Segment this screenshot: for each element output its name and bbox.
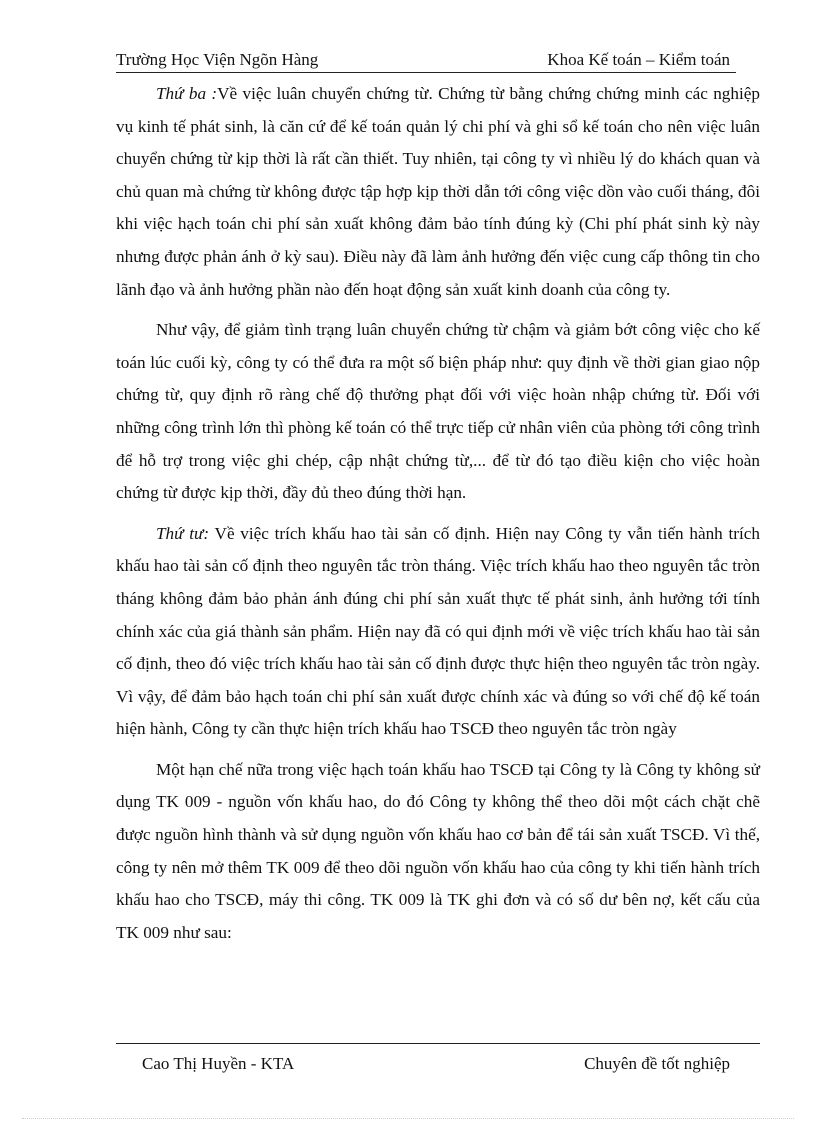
paragraph-text: Một hạn chế nữa trong việc hạch toán khấu hao TSCĐ tại Công ty là Công ty không sử dụng TK 009 - nguồn vốn khấu hao, do đó Công ty không thể theo dõi một cách chặt chẽ được nguồn hình thành và sử dụng nguồn vốn khấu hao cơ bản để tái sản xuất TSCĐ. Vì thế, công ty nên mở thêm TK 009 để theo dõi nguồn vốn khấu hao của công ty khi tiến hành trích khấu hao cho TSCĐ, máy thi công. TK 009 là TK ghi đơn và có số dư bên nợ, kết cấu của TK 009 như sau: (116, 759, 760, 942)
paragraph-text: Như vậy, để giảm tình trạng luân chuyển chứng từ chậm và giảm bớt công việc cho kế toán lúc cuối kỳ, công ty có thể đưa ra một số biện pháp như: quy định về thời gian giao nộp chứng từ, quy định rõ ràng chế độ thưởng phạt đối với việc hoàn nhập chứng từ. Đối với những công trình lớn thì phòng kế toán có thể trực tiếp cử nhân viên của phòng tới công trình để hỗ trợ trong việc ghi chép, cập nhật chứng từ,... để từ đó tạo điều kiện cho việc hoàn chứng từ được kịp thời, đầy đủ theo đúng thời hạn. (116, 320, 760, 503)
header-department: Khoa Kế toán – Kiểm toán (547, 50, 730, 69)
paragraph-nhu-vay (116, 314, 760, 510)
page-footer (116, 1054, 760, 1076)
document-body (116, 78, 760, 957)
paragraph-thu-tu (116, 518, 760, 746)
page-header (116, 48, 736, 73)
paragraph-lead: Thứ tư: (156, 523, 210, 543)
paragraph-lead: Thứ ba : (156, 84, 218, 103)
paragraph-thu-ba (116, 78, 760, 306)
footer-divider (116, 1043, 760, 1044)
header-school-name: Trường Học Viện Ngõn Hàng (116, 50, 319, 69)
paragraph-text: Về việc luân chuyển chứng từ. Chứng từ bằng chứng chứng minh các nghiệp vụ kinh tế phát sinh, là căn cứ để kế toán quản lý chi phí và ghi sổ kế toán cho nên việc luân chuyển chứng từ kịp thời là rất cần thiết. Tuy nhiên, tại công ty vì nhiều lý do khách quan và chủ quan mà chứng từ không được tập hợp kịp thời dẫn tới công việc dồn vào cuối tháng, đôi khi việc hạch toán chi phí sản xuất không đảm bảo tính đúng kỳ (Chi phí phát sinh kỳ này nhưng được phản ánh ở kỳ sau). Điều này đã làm ảnh hưởng đến việc cung cấp thông tin cho lãnh đạo và ảnh hưởng phần nào đến hoạt động sản xuất kinh doanh của công ty. (116, 84, 760, 299)
footer-document-type: Chuyên đề tốt nghiệp (584, 1054, 730, 1073)
paragraph-han-che (116, 754, 760, 950)
page-edge-divider (22, 1118, 794, 1119)
paragraph-text: Về việc trích khấu hao tài sản cố định. Hiện nay Công ty vẫn tiến hành trích khấu hao tài sản cố định theo nguyên tắc tròn tháng. Việc trích khấu hao theo nguyên tắc tròn tháng không đảm bảo phản ánh đúng chi phí sản xuất thực tế phát sinh, ảnh hưởng tới tính chính xác của giá thành sản phẩm. Hiện nay đã có qui định mới về việc trích khấu hao tài sản cố định, theo đó việc trích khấu hao tài sản cố định được thực hiện theo nguyên tắc tròn ngày. Vì vậy, để đảm bảo hạch toán chi phí sản xuất được chính xác và đúng so với chế độ kế toán hiện hành, Công ty cần thực hiện trích khấu hao TSCĐ theo nguyên tắc tròn ngày (116, 523, 760, 739)
footer-author: Cao Thị Huyền - KTA (142, 1054, 295, 1073)
